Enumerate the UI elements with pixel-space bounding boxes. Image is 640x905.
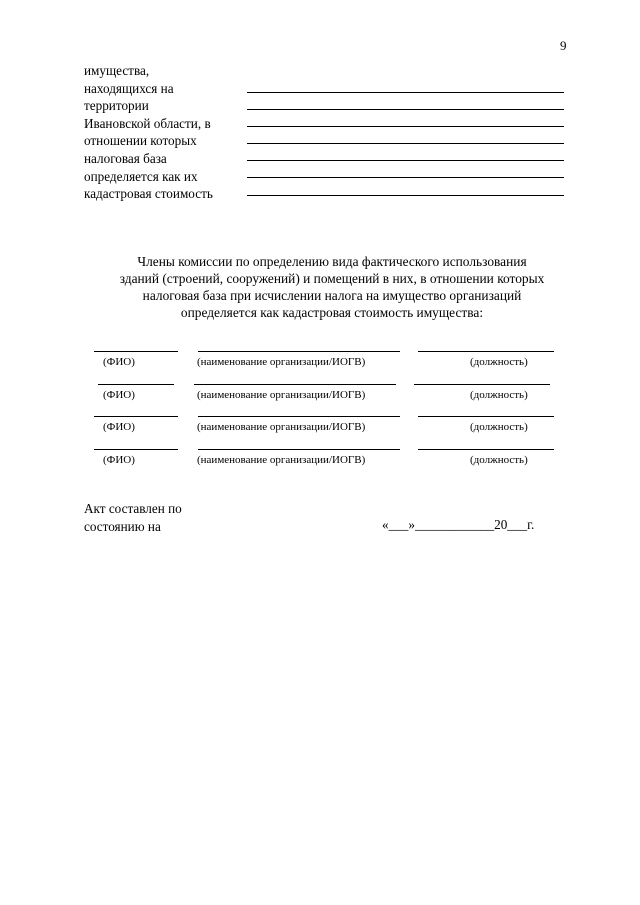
org-signature-line [198, 449, 400, 450]
org-signature-line [198, 351, 400, 352]
position-caption: (должность) [470, 421, 528, 433]
fill-in-line [247, 177, 564, 178]
position-caption: (должность) [470, 389, 528, 401]
position-caption: (должность) [470, 454, 528, 466]
intro-line: Ивановской области, в [84, 115, 211, 131]
intro-line: кадастровая стоимость [84, 186, 213, 202]
fill-in-line [247, 160, 564, 161]
org-signature-line [198, 416, 400, 417]
act-date-field: «___»____________20___г. [382, 517, 535, 532]
fio-signature-line [94, 416, 178, 417]
fio-caption: (ФИО) [103, 356, 135, 368]
intro-line: налоговая база [84, 150, 167, 166]
fill-in-line [247, 109, 564, 110]
act-line: Акт составлен по [84, 501, 182, 516]
page-number: 9 [560, 38, 567, 53]
heading-line: зданий (строений, сооружений) и помещений в них, в отношении которых [119, 271, 545, 286]
position-signature-line [414, 384, 550, 385]
fio-caption: (ФИО) [103, 454, 135, 466]
commission-members-heading [86, 253, 578, 321]
position-signature-line [418, 416, 554, 417]
intro-text-block [84, 62, 244, 203]
intro-line: отношении которых [84, 133, 197, 149]
heading-line: Члены комиссии по определению вида фактического использования [137, 254, 527, 269]
intro-line: имущества, [84, 63, 150, 78]
org-caption: (наименование организации/ИОГВ) [197, 454, 366, 466]
position-signature-line [418, 449, 554, 450]
heading-line: определяется как кадастровая стоимость имущества: [180, 305, 484, 320]
org-signature-line [194, 384, 396, 385]
intro-line: определяется как их [84, 168, 198, 184]
intro-line: находящихся на [84, 80, 174, 96]
position-caption: (должность) [470, 356, 528, 368]
fio-caption: (ФИО) [103, 421, 135, 433]
org-caption: (наименование организации/ИОГВ) [197, 356, 366, 368]
act-statement [84, 500, 182, 535]
position-signature-line [418, 351, 554, 352]
fio-signature-line [94, 449, 178, 450]
org-caption: (наименование организации/ИОГВ) [197, 421, 366, 433]
fio-signature-line [98, 384, 174, 385]
fill-in-line [247, 126, 564, 127]
fio-caption: (ФИО) [103, 389, 135, 401]
fill-in-line [247, 92, 564, 93]
fill-in-line [247, 143, 564, 144]
intro-line: территории [84, 98, 149, 114]
fio-signature-line [94, 351, 178, 352]
heading-line: налоговая база при исчислении налога на имущество организаций [142, 288, 522, 303]
org-caption: (наименование организации/ИОГВ) [197, 389, 366, 401]
fill-in-line [247, 195, 564, 196]
act-line: состоянию на [84, 518, 161, 534]
